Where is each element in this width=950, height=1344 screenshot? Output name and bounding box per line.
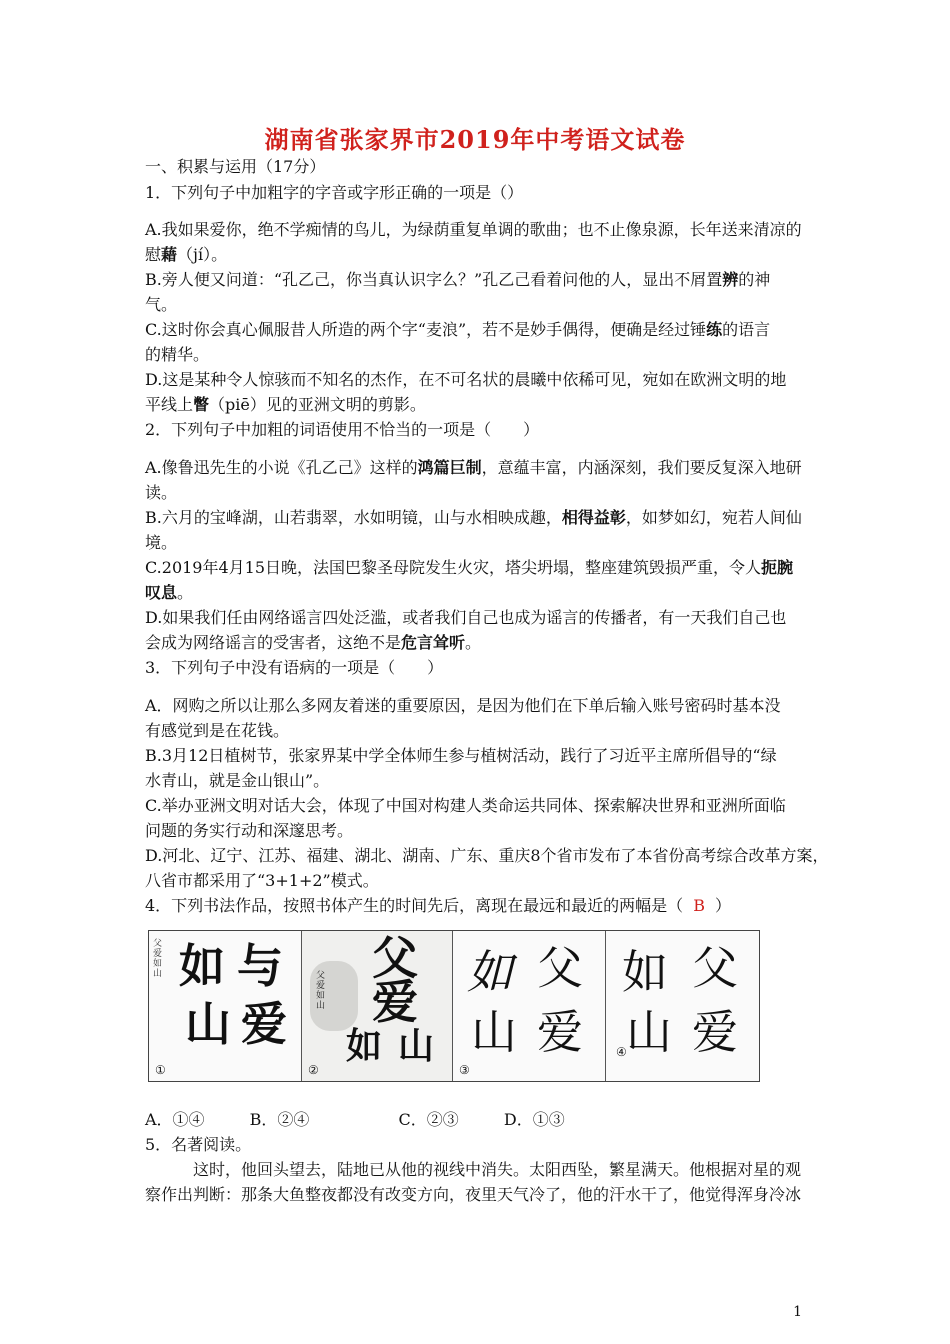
panel-2-number: ② xyxy=(308,1063,319,1077)
panel-3-char: 如 xyxy=(467,945,513,999)
panel-3-number: ③ xyxy=(459,1063,470,1077)
panel-3-char: 山 xyxy=(471,1005,517,1059)
q3-option-d-line2: 八省市都采用了“3+1+2”模式。 xyxy=(145,871,379,890)
q1-option-a-line1: A.我如果爱你，绝不学痴情的鸟儿，为绿荫重复单调的歌曲；也不止像泉源，长年送来清凉的 xyxy=(145,220,802,239)
q3-option-c-line1: C.举办亚洲文明对话大会，体现了中国对构建人类命运共同体、探索解决世界和亚洲所面临 xyxy=(145,796,786,815)
q1-stem: 1．下列句子中加粗字的字音或字形正确的一项是（） xyxy=(145,183,524,202)
panel-2-char: 爱 xyxy=(372,975,418,1029)
q3-option-c-line2: 问题的务实行动和深邃思考。 xyxy=(145,821,354,840)
panel-4-char: 爱 xyxy=(692,1005,738,1059)
panel-1-number: ① xyxy=(155,1063,166,1077)
q5-passage-line1: 这时，他回头望去，陆地已从他的视线中消失。太阳西坠，繁星满天。他根据对星的观 xyxy=(193,1160,802,1179)
q1-option-c-line2: 的精华。 xyxy=(145,345,210,364)
q4-options xyxy=(145,1108,565,1132)
panel-1-char: 山 xyxy=(185,997,231,1051)
q3-option-b-line1: B.3月12日植树节，张家界某中学全体师生参与植树活动，践行了习近平主席所倡导的“绿 xyxy=(145,746,777,765)
q1-option-c-line1: C.这时你会真心佩服昔人所造的两个字“麦浪”，若不是妙手偶得，便确是经过锤练的语言 xyxy=(145,320,771,339)
q3-option-a-line1: A．网购之所以让那么多网友着迷的重要原因，是因为他们在下单后输入账号密码时基本没 xyxy=(145,696,781,715)
q2-stem: 2．下列句子中加粗的词语使用不恰当的一项是（ ） xyxy=(145,420,540,439)
panel-1-char: 与 xyxy=(237,939,283,993)
calligraphy-panel-3 xyxy=(453,931,606,1081)
q4-option-a: A．①④ xyxy=(145,1110,205,1129)
q2-option-c-line1: C.2019年4月15日晚，法国巴黎圣母院发生火灾，塔尖坍塌，整座建筑毁损严重，令人扼腕 xyxy=(145,558,794,577)
panel-2-char: 父 xyxy=(372,931,418,985)
calligraphy-panel-1 xyxy=(149,931,302,1081)
q5-stem: 5．名著阅读。 xyxy=(145,1135,252,1154)
calligraphy-panel-4 xyxy=(606,931,759,1081)
panel-4-char: 如 xyxy=(622,945,668,999)
panel-1-char: 如 xyxy=(179,939,225,993)
page-number: 1 xyxy=(793,1304,802,1320)
q1-option-d-line1: D.这是某种令人惊骇而不知名的杰作，在不可名状的晨曦中依稀可见，宛如在欧洲文明的地 xyxy=(145,370,787,389)
calligraphy-panel-2 xyxy=(302,931,453,1081)
q3-option-b-line2: 水青山，就是金山银山”。 xyxy=(145,771,330,790)
q3-stem: 3．下列句子中没有语病的一项是（ ） xyxy=(145,658,444,677)
q1-option-a-line2: 慰藉（jí）。 xyxy=(145,245,228,264)
panel-3-char: 爱 xyxy=(537,1005,583,1059)
q1-option-d-line2: 平线上瞥（piē）见的亚洲文明的剪影。 xyxy=(145,395,426,414)
panel-3-char: 父 xyxy=(537,941,583,995)
q4-option-b: B．②④ xyxy=(249,1110,310,1129)
panel-2-char: 山 xyxy=(398,1025,435,1067)
q2-option-a-line2: 读。 xyxy=(145,483,178,502)
q1-option-b-line2: 气。 xyxy=(145,295,178,314)
q2-option-d-line2: 会成为网络谣言的受害者，这绝不是危言耸听。 xyxy=(145,633,482,652)
q3-option-d-line1: D.河北、辽宁、江苏、福建、湖北、湖南、广东、重庆8个省市发布了本省份高考综合改革方案， xyxy=(145,846,829,865)
panel-1-char: 爱 xyxy=(241,997,287,1051)
q4-option-c: C．②③ xyxy=(398,1110,459,1129)
q5-passage-line2: 察作出判断：那条大鱼整夜都没有改变方向，夜里天气冷了，他的汗水干了，他觉得浑身冷冰 xyxy=(145,1185,802,1204)
page-title: 湖南省张家界市2019年中考语文试卷 xyxy=(264,125,686,154)
panel-2-char: 如 xyxy=(346,1025,383,1067)
panel-4-char: 父 xyxy=(692,941,738,995)
panel-4-char: 山 xyxy=(626,1005,672,1059)
panel-1-inscription: 父爱如山 xyxy=(153,939,163,979)
q3-option-a-line2: 有感觉到是在花钱。 xyxy=(145,721,290,740)
section-heading: 一、积累与运用（17分） xyxy=(145,157,326,176)
q1-option-b-line1: B.旁人便又问道：“孔乙己，你当真认识字么？”孔乙己看着问他的人，显出不屑置辨的神 xyxy=(145,270,771,289)
q2-option-d-line1: D.如果我们任由网络谣言四处泛滥，或者我们自己也成为谣言的传播者，有一天我们自己也 xyxy=(145,608,787,627)
panel-2-inscription: 父爱如山 xyxy=(316,971,326,1011)
q4-stem: 4．下列书法作品，按照书体产生的时间先后，离现在最远和最近的两幅是（ B ） xyxy=(145,896,731,915)
q4-option-d: D．①③ xyxy=(503,1110,565,1129)
q4-answer: B xyxy=(693,896,705,915)
panel-4-number: ④ xyxy=(616,1045,627,1059)
q2-option-a-line1: A.像鲁迅先生的小说《孔乙己》这样的鸿篇巨制，意蕴丰富，内涵深刻，我们要反复深入地研 xyxy=(145,458,802,477)
q2-option-b-line1: B.六月的宝峰湖，山若翡翠，水如明镜，山与水相映成趣，相得益彰，如梦如幻，宛若人间仙 xyxy=(145,508,802,527)
q2-option-c-line2: 叹息。 xyxy=(145,583,194,602)
q2-option-b-line2: 境。 xyxy=(145,533,178,552)
calligraphy-figure xyxy=(148,930,760,1082)
